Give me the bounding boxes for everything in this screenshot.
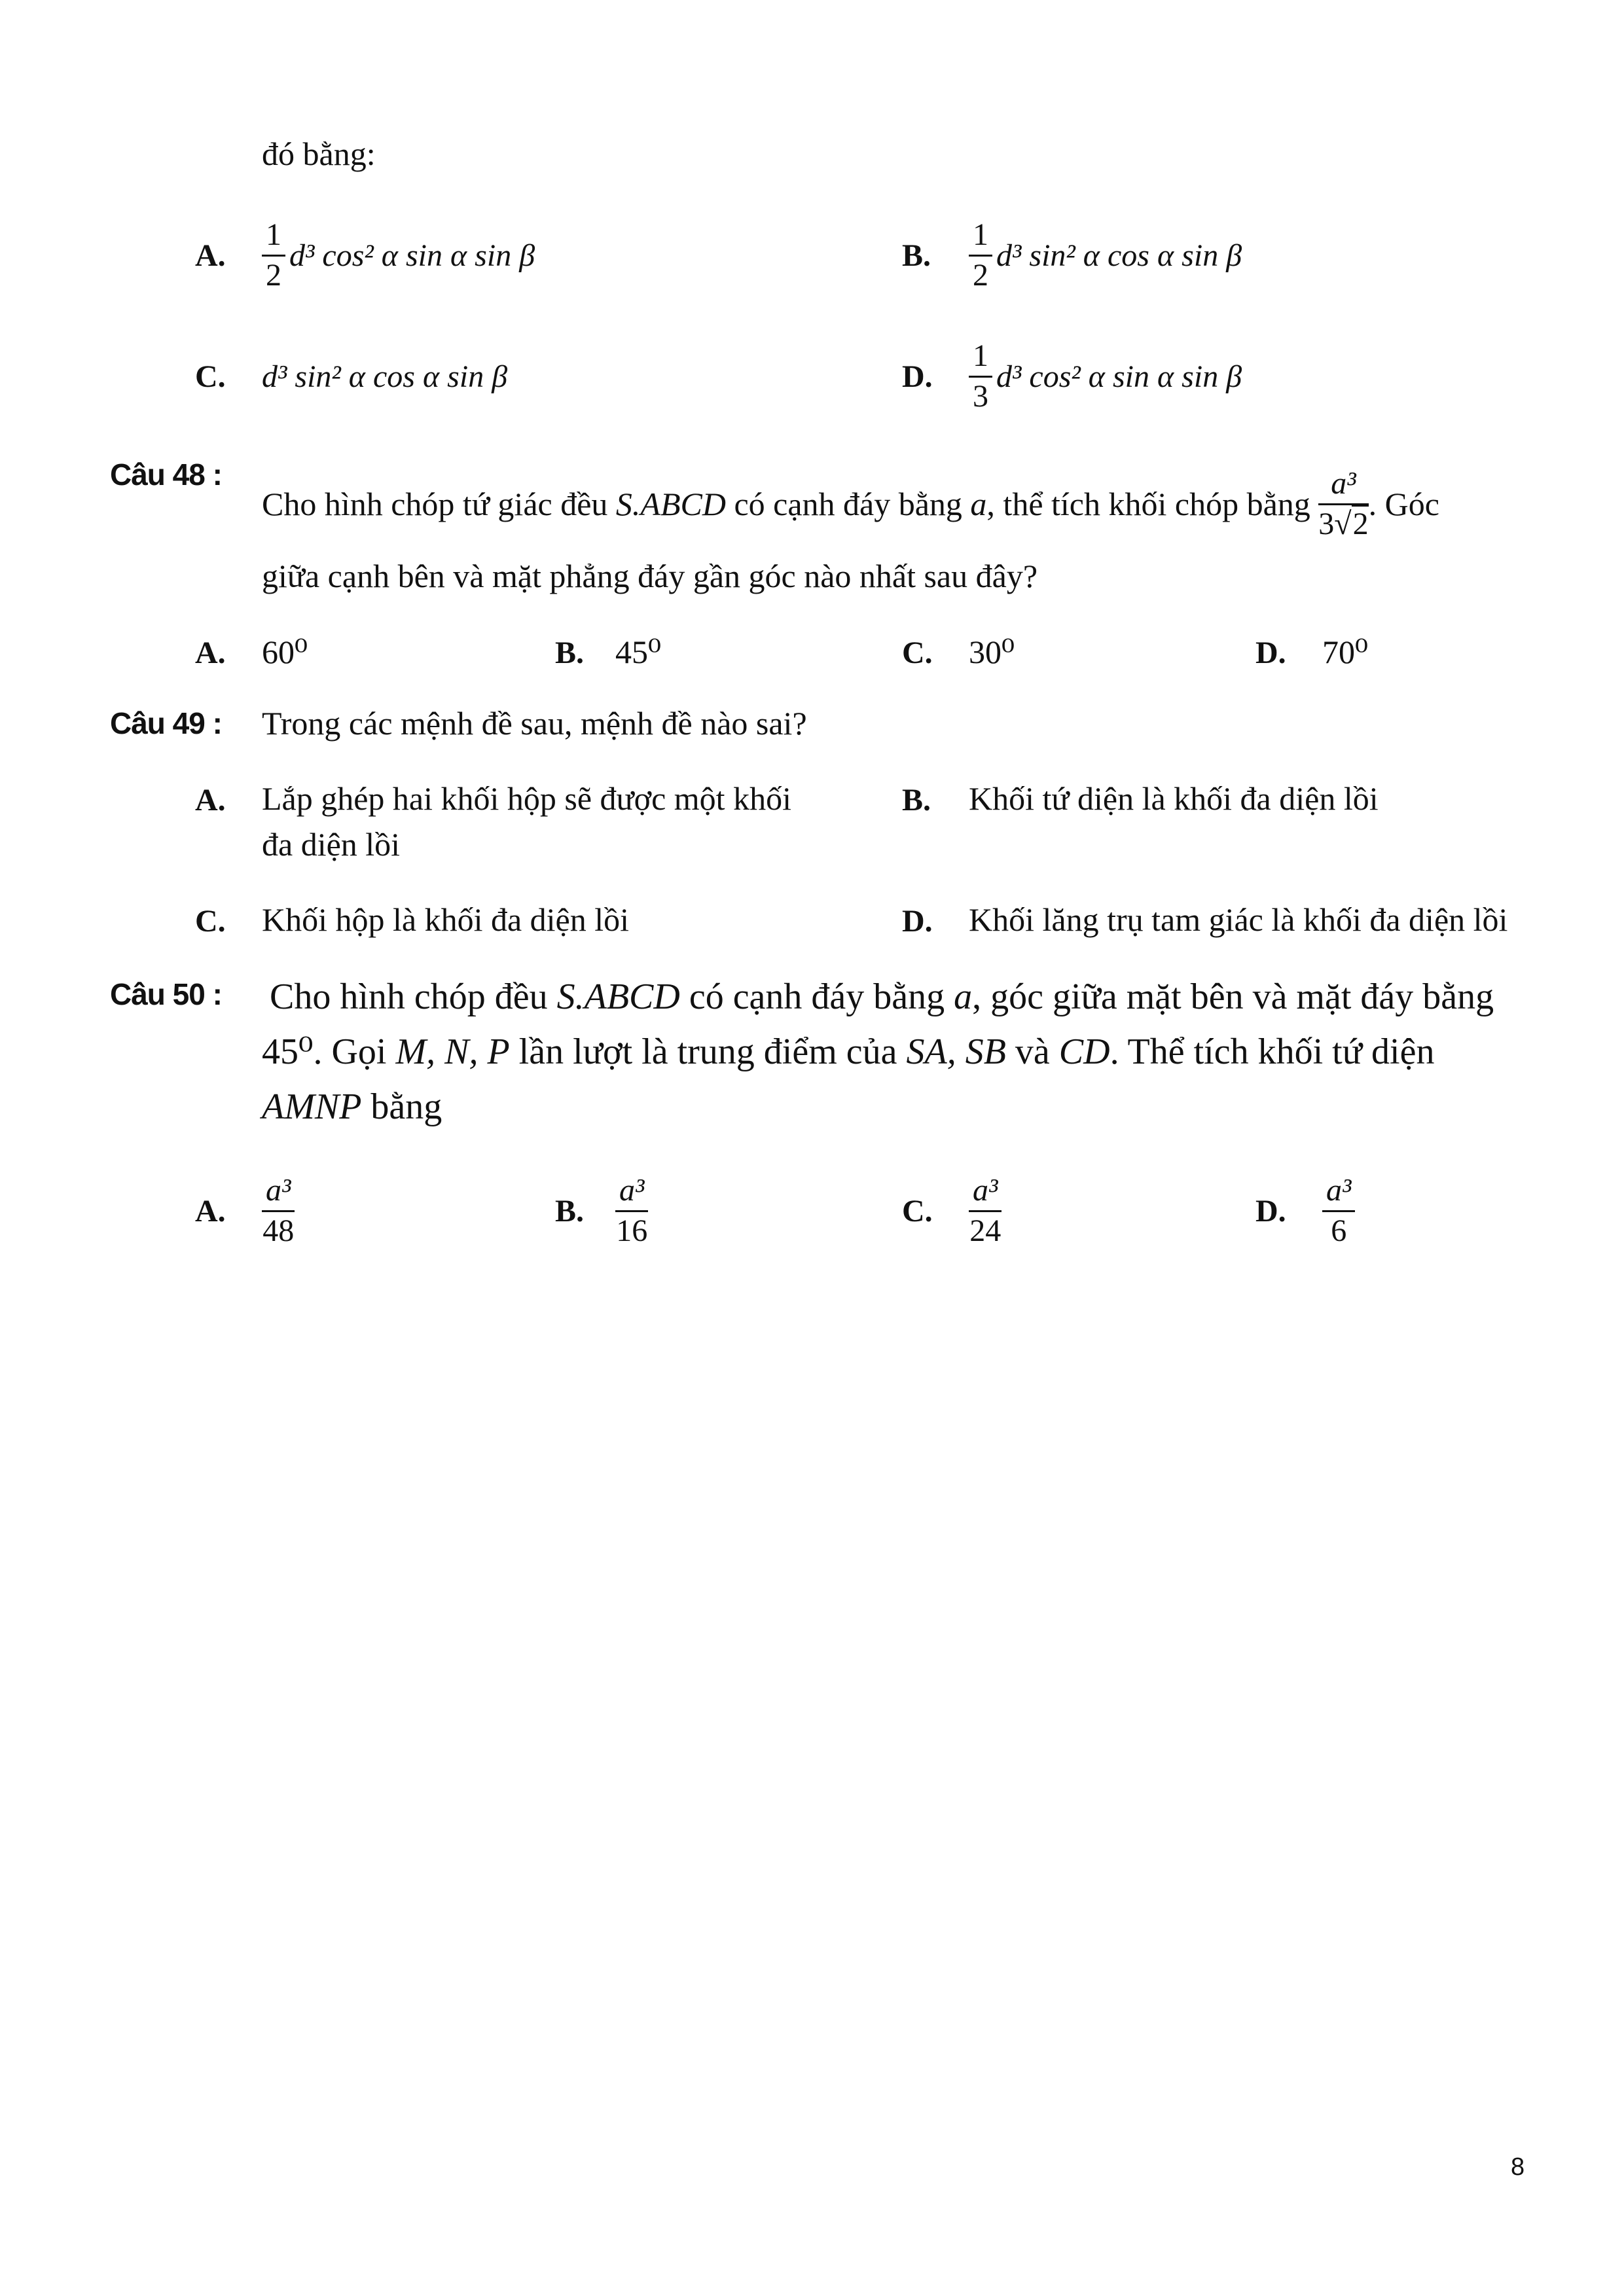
option-label: D. [902,359,933,394]
option-d[interactable] [902,903,933,939]
option-b-value: Khối tứ diện là khối đa diện lồi [969,780,1379,817]
option-c[interactable] [195,903,226,939]
volume-fraction: $\frac{\text{a³}}{3√2}$ [1318,466,1369,541]
option-c[interactable] [902,1165,933,1257]
option-c-value: $\frac{\text{a³}}{24}$ [969,1173,1001,1248]
option-d-value: $\frac{1}{3}$ d³ cos² α sin α sin β [969,337,1242,416]
option-d-value: $\frac{\text{a³}}{6}$ [1322,1165,1355,1257]
option-a[interactable] [195,782,226,818]
question-49-text: Trong các mệnh đề sau, mệnh đề nào sai? [262,705,807,742]
option-b[interactable] [902,216,931,295]
option-label: A. [195,636,226,670]
option-label: D. [902,904,933,939]
option-d-value: 70⁰ [1322,634,1369,670]
option-label: C. [902,1193,933,1229]
question-label: Câu 49 : [110,706,222,740]
option-label: D. [1255,636,1286,670]
option-a-value-cont: đa diện lồi [262,826,401,863]
option-d[interactable] [1255,1165,1286,1257]
option-c-value: d³ sin² α cos α sin β [262,359,508,394]
page-number: 8 [1511,2153,1525,2181]
option-label: B. [555,1193,585,1229]
option-c-value: Khối hộp là khối đa diện lồi [262,901,630,938]
option-label: D. [1255,1193,1286,1229]
option-d[interactable] [902,337,933,416]
option-c[interactable] [902,635,933,671]
question-label: Câu 48 : [110,457,222,492]
option-d[interactable] [1255,635,1286,671]
option-label: B. [902,783,931,817]
option-b-value: $\frac{1}{2}$ d³ sin² α cos α sin β [969,216,1242,295]
option-a-value: $\frac{1}{2}$ d³ cos² α sin α sin β [262,216,535,295]
option-a[interactable] [195,216,226,295]
option-c[interactable] [195,353,226,399]
option-b[interactable] [555,635,584,671]
option-label: A. [195,1193,226,1229]
question-50-line3: AMNP bằng [262,1086,442,1127]
question-text-fragment: đó bằng: [262,135,376,172]
question-label: Câu 50 : [110,977,222,1011]
option-label: A. [195,783,226,817]
option-d-value: Khối lăng trụ tam giác là khối đa diện lồi [969,901,1508,938]
option-a-value: $\frac{\text{a³}}{48}$ [262,1173,295,1248]
option-label: C. [902,636,933,670]
question-50-line2: 45⁰. Gọi M, N, P lần lượt là trung điểm của SA, SB và CD. Thể tích khối tứ diện [262,1031,1435,1072]
option-b[interactable] [902,782,931,818]
question-48-line1: Cho hình chóp tứ giác đều S.ABCD có cạnh đáy bằng a , thể tích khối chóp bằng $\frac{\text{a³}}{3√2}$ . Góc [262,466,1439,541]
option-a[interactable] [195,1165,226,1257]
option-a-value: 60⁰ [262,634,308,670]
option-label: B. [555,636,585,670]
option-b-value: 45⁰ [615,634,662,670]
option-label: B. [902,238,931,273]
option-a-value: Lắp ghép hai khối hộp sẽ được một khối [262,780,791,817]
option-label: C. [195,359,226,394]
option-c-value: 30⁰ [969,634,1015,670]
option-b[interactable] [555,1165,584,1257]
option-b-value: $\frac{\text{a³}}{16}$ [616,1173,648,1248]
option-label: C. [195,904,226,939]
question-48-line2: giữa cạnh bên và mặt phẳng đáy gần góc nào nhất sau đây? [262,558,1038,594]
question-50-line1: Cho hình chóp đều S.ABCD có cạnh đáy bằng a, góc giữa mặt bên và mặt đáy bằng [270,977,1494,1017]
option-label: A. [195,238,226,273]
option-a[interactable] [195,635,226,671]
